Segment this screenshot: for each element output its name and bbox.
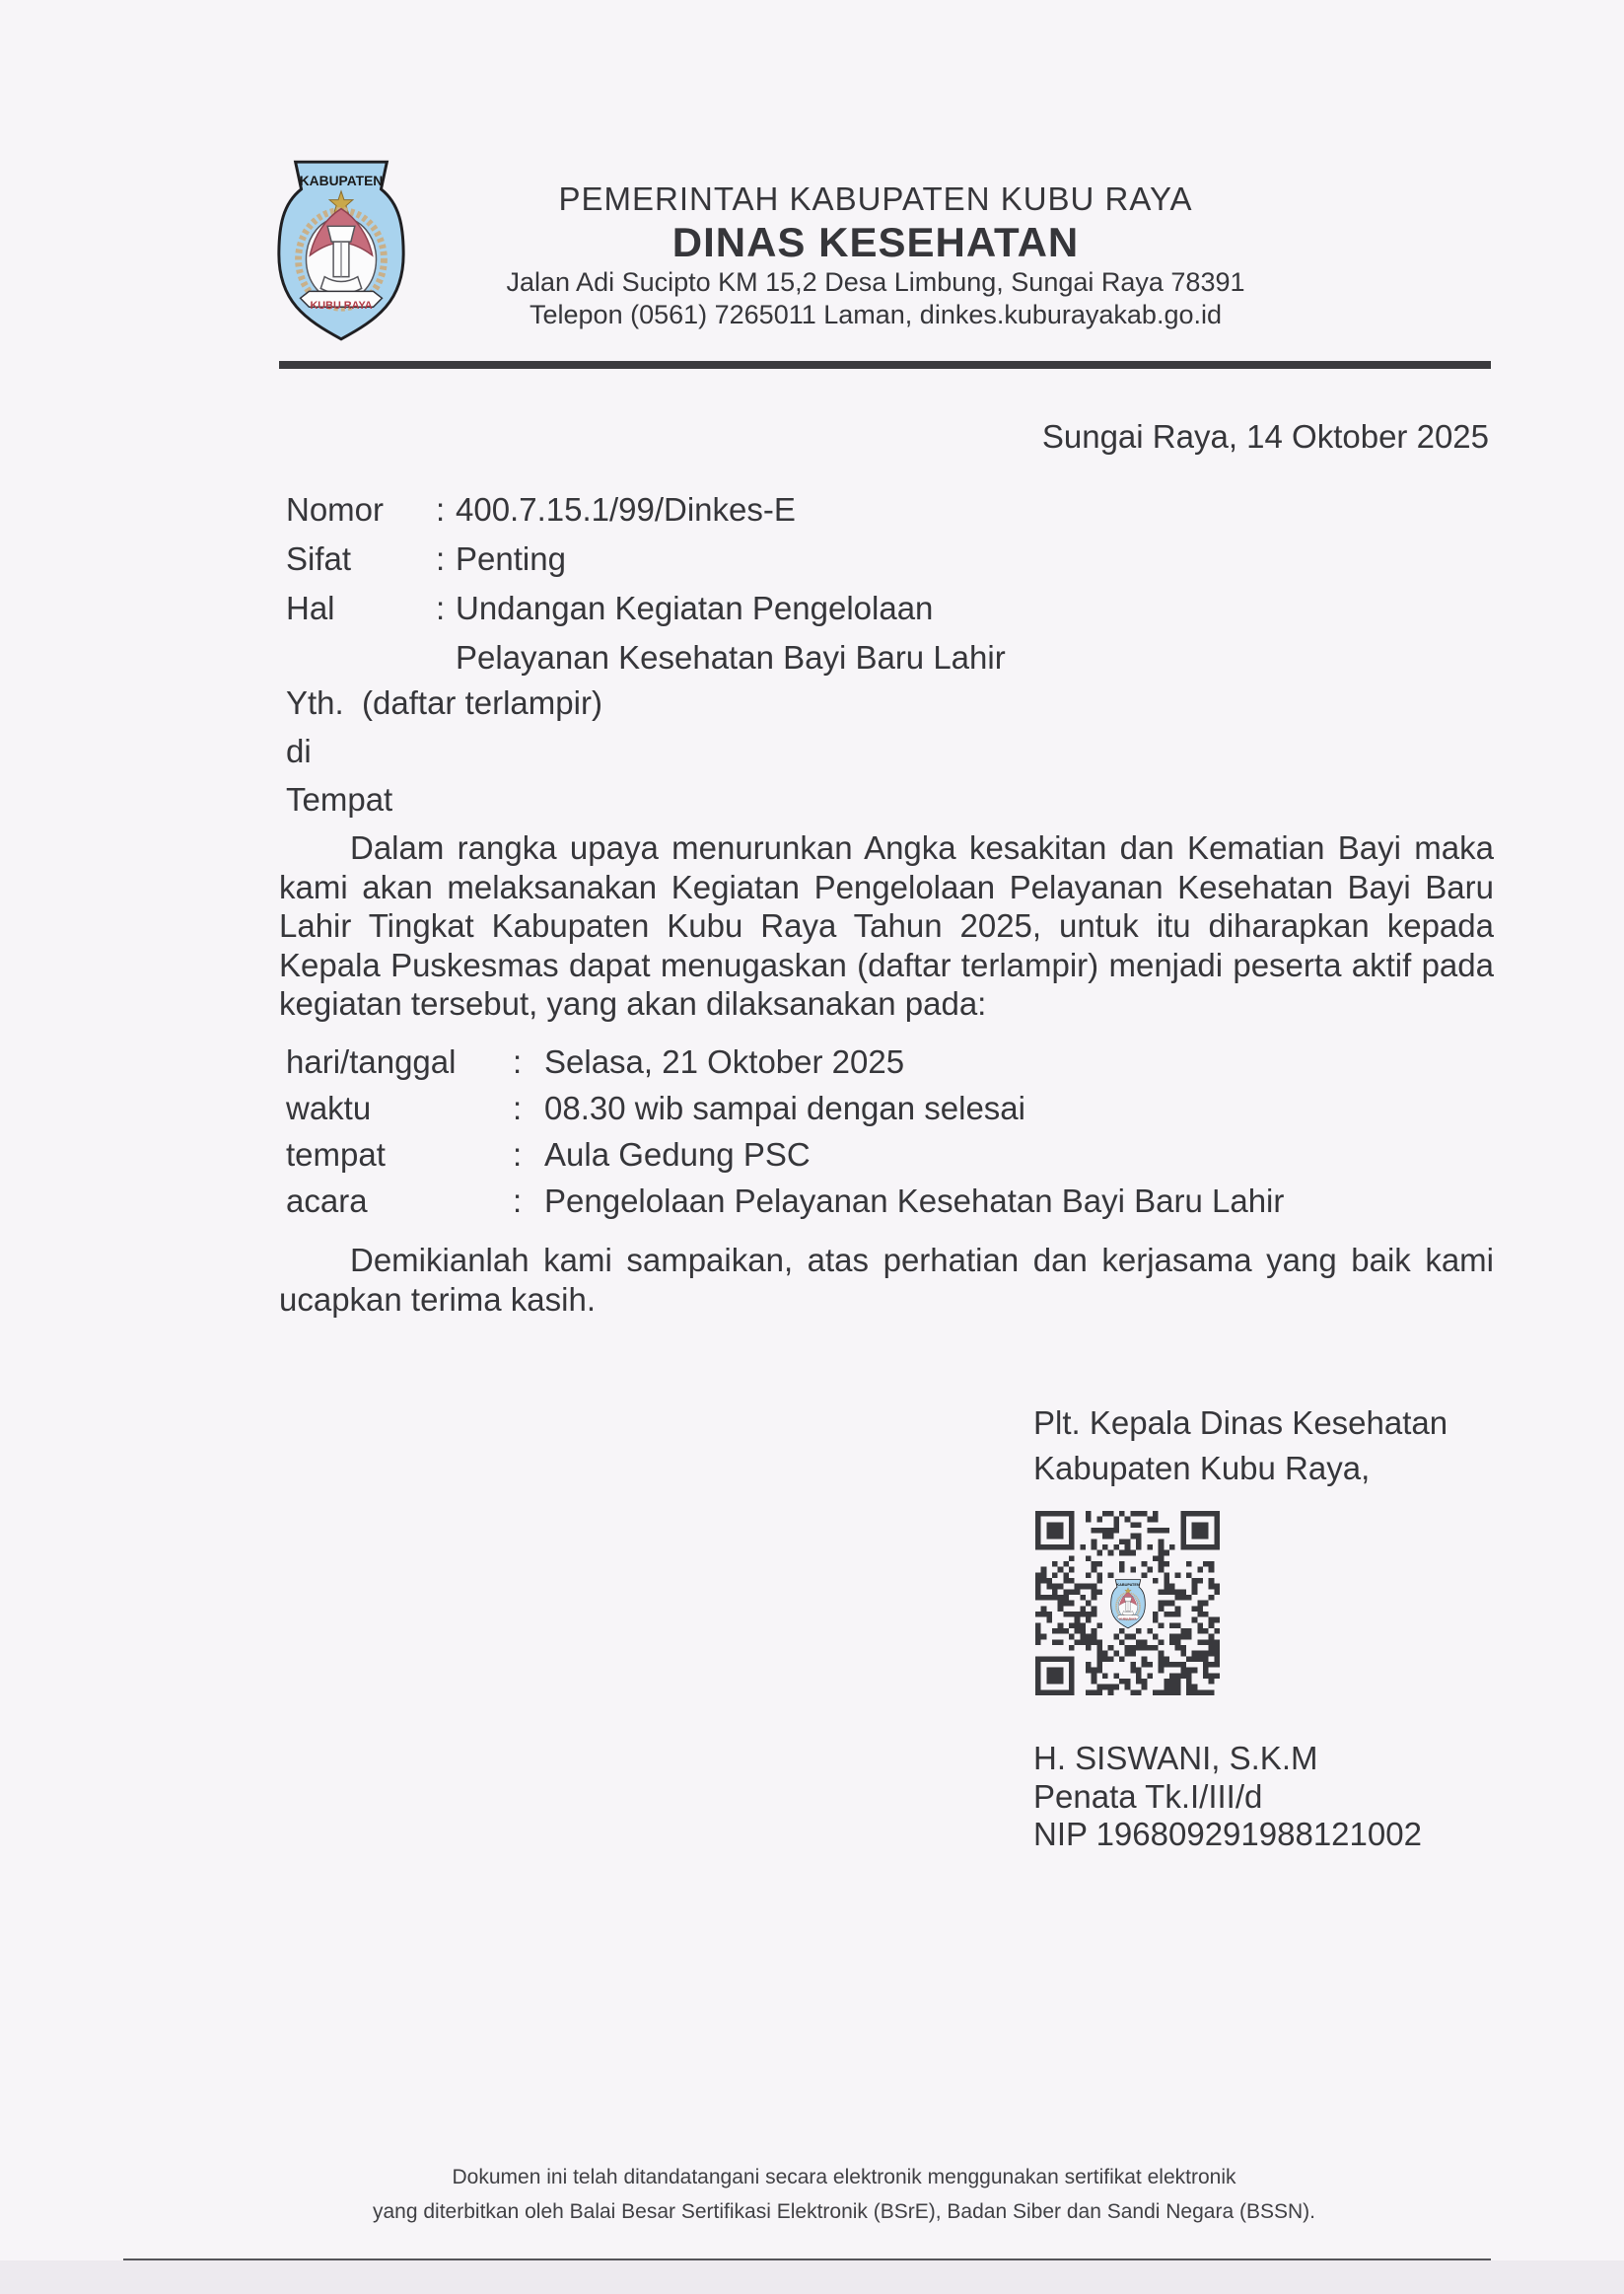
recipient-line-di: di [286,733,312,769]
opening-paragraph: Dalam rangka upaya menurunkan Angka kesakitan dan Kematian Bayi maka kami akan melaksanakan Kegiatan Pengelolaan Pelayanan Kesehatan Bayi Baru Lahir Tingkat Kabupaten Kubu Raya Tahun 2025, untuk itu diharapkan kepada Kepala Puskesmas dapat menugaskan (daftar terlampir) menjadi peserta aktif pada kegiatan tersebut, yang akan dilaksanakan pada: [279,829,1494,1022]
dateline: Sungai Raya, 14 Oktober 2025 [1041,418,1489,455]
nomor-label: Nomor [286,491,385,528]
nomor-value: 400.7.15.1/99/Dinkes-E [456,491,796,528]
disclaimer-line1: Dokumen ini telah ditandatangani secara elektronik menggunakan sertifikat elektronik [452,2166,1236,2188]
signer-title-line2: Kabupaten Kubu Raya, [1033,1450,1371,1486]
qr-center-emblem-icon [1105,1578,1151,1629]
nomor-separator: : [436,491,446,528]
letterhead-address-line: Jalan Adi Sucipto KM 15,2 Desa Limbung, Sungai Raya 78391 [506,267,1245,297]
acara-separator: : [513,1183,523,1219]
sifat-separator: : [436,540,446,577]
tempat-separator: : [513,1136,523,1173]
signer-name: H. SISWANI, S.K.M [1033,1740,1318,1776]
tempat-value: Aula Gedung PSC [544,1136,811,1173]
waktu-label: waktu [286,1090,372,1126]
hal-label: Hal [286,590,335,626]
electronic-signature-disclaimer [279,2160,1409,2229]
signer-nip: NIP 196809291988121002 [1033,1816,1422,1852]
letterhead-contact-line: Telepon (0561) 7265011 Laman, dinkes.kuburayakab.go.id [530,300,1222,329]
sifat-value: Penting [456,540,566,577]
hal-value-line1: Undangan Kegiatan Pengelolaan [456,590,934,626]
letterhead-government-line: PEMERINTAH KABUPATEN KUBU RAYA [558,180,1193,217]
scan-edge-band [0,2260,1624,2294]
tempat-label: tempat [286,1136,386,1173]
hari-tanggal-value: Selasa, 21 Oktober 2025 [544,1043,905,1080]
recipient-line-tempat: Tempat [286,781,393,818]
signer-identity-block [1033,1740,1422,1854]
electronic-signature-qr-code [1035,1511,1220,1695]
recipient-block [286,679,602,824]
hal-value-line2: Pelayanan Kesehatan Bayi Baru Lahir [456,639,1006,676]
hari-tanggal-label: hari/tanggal [286,1043,457,1080]
signature-block [1033,1400,1448,1852]
closing-paragraph: Demikianlah kami sampaikan, atas perhatian dan kerjasama yang baik kami ucapkan terima kasih. [279,1242,1494,1318]
signer-rank: Penata Tk.I/III/d [1033,1777,1263,1815]
recipient-line-yth: Yth. (daftar terlampir) [286,684,602,721]
waktu-separator: : [513,1090,523,1126]
hal-separator: : [436,590,446,626]
acara-value: Pengelolaan Pelayanan Kesehatan Bayi Baru Lahir [544,1183,1285,1219]
acara-label: acara [286,1183,368,1219]
letterhead-divider-rule [279,361,1491,369]
disclaimer-line2: yang diterbitkan oleh Balai Besar Sertifikasi Elektronik (BSrE), Badan Siber dan Sandi Negara (BSSN). [373,2200,1315,2223]
signer-title-line1: Plt. Kepala Dinas Kesehatan [1033,1404,1448,1441]
sifat-label: Sifat [286,540,352,577]
hari-tanggal-separator: : [513,1043,523,1080]
waktu-value: 08.30 wib sampai dengan selesai [544,1090,1025,1126]
letterhead [279,179,1472,331]
letterhead-agency-name: DINAS KESEHATAN [671,219,1080,265]
